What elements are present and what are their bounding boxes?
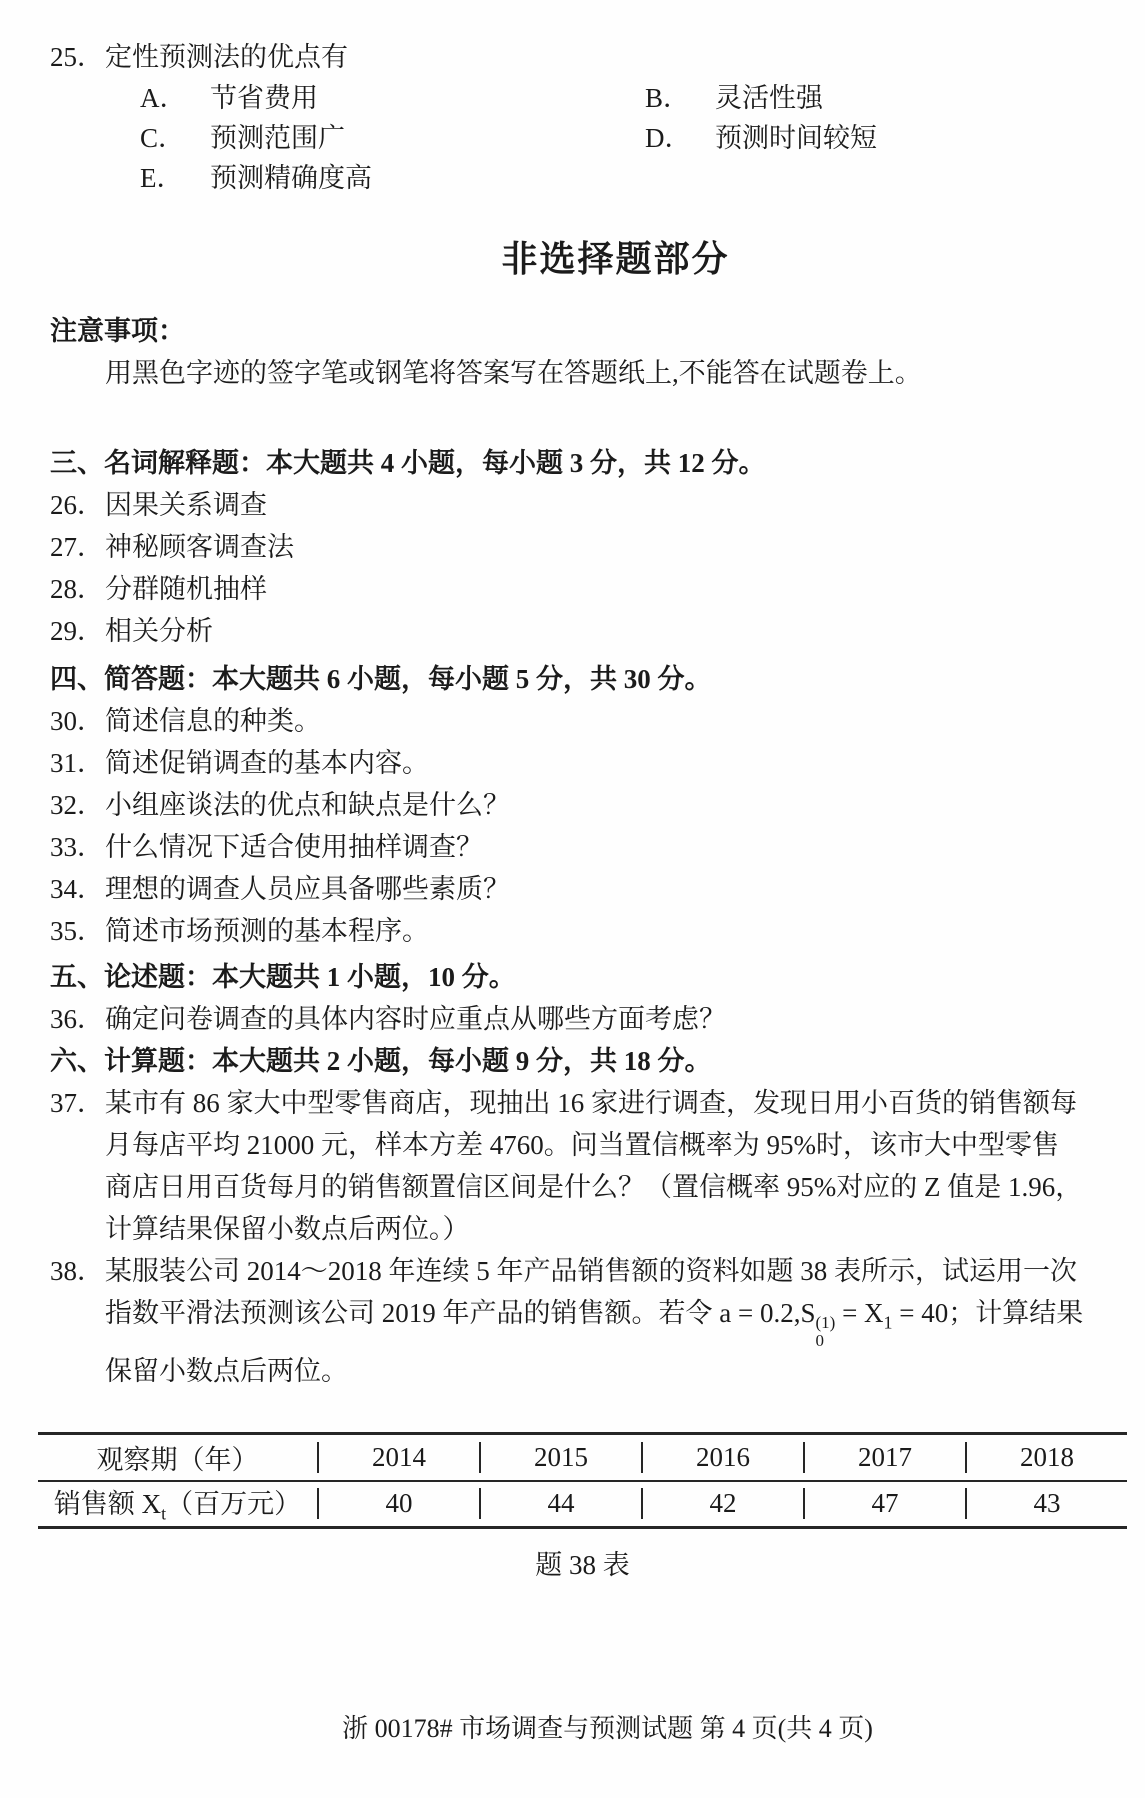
question-37-line-2: 月每店平均 21000 元，样本方差 4760。问当置信概率为 95%时，该市大中型零售: [105, 1130, 1059, 1160]
table-header-cell-2016: 2016: [641, 1442, 803, 1473]
table-value-2017: 47: [803, 1488, 965, 1519]
question-27-number: 27．: [50, 532, 104, 562]
table-caption: 题 38 表: [535, 1549, 630, 1580]
table-header-cell-2014: 2014: [317, 1442, 479, 1473]
option-a-text: 节省费用: [210, 83, 318, 113]
question-32-text: 小组座谈法的优点和缺点是什么？: [105, 790, 510, 820]
question-38-formula-post: = 40；计算结果: [892, 1298, 1084, 1328]
page-footer: 浙 00178# 市场调查与预测试题 第 4 页(共 4 页): [342, 1714, 873, 1743]
question-38-line-1: [0, 1250, 1145, 1292]
question-31-text: 简述促销调查的基本内容。: [105, 748, 429, 778]
question-25: [0, 36, 1145, 78]
table-header-row: [38, 1435, 1127, 1480]
question-34-number: 34．: [50, 874, 104, 904]
question-35-number: 35．: [50, 916, 104, 946]
formula-subscript: 0: [815, 1330, 824, 1350]
notice-title: 注意事项：: [50, 316, 185, 346]
question-25-options-row-3: [0, 158, 1145, 198]
notice-body: 用黑色字迹的签字笔或钢笔将答案写在答题纸上,不能答在试题卷上。: [105, 358, 922, 388]
option-e-label: E．: [140, 163, 184, 193]
option-d-label: D．: [645, 123, 692, 153]
question-36-text: 确定问卷调查的具体内容时应重点从哪些方面考虑？: [105, 1004, 726, 1034]
question-33: [0, 826, 1145, 868]
nonchoice-section-heading: 非选择题部分: [501, 239, 730, 279]
question-37-line-1: [0, 1082, 1145, 1124]
question-31-number: 31．: [50, 748, 104, 778]
row-label-post: （百万元）: [166, 1489, 302, 1520]
question-25-text: 定性预测法的优点有: [105, 42, 348, 72]
table-data-row: [38, 1480, 1127, 1526]
table-header-cell-2018: 2018: [965, 1442, 1127, 1473]
option-e-text: 预测精确度高: [210, 163, 372, 193]
table-header-cell-2017: 2017: [803, 1442, 965, 1473]
question-37-number: 37．: [50, 1088, 104, 1118]
section-4-heading: 四、简答题：本大题共 6 小题，每小题 5 分，共 30 分。: [50, 664, 712, 694]
question-38-line-3: 保留小数点后两位。: [105, 1355, 348, 1386]
question-26: [0, 484, 1145, 526]
option-c-text: 预测范围广: [210, 123, 345, 153]
option-e: [140, 158, 372, 198]
question-37-line-3: 商店日用百货每月的销售额置信区间是什么？（置信概率 95%对应的 Z 值是 1.96，: [105, 1172, 1083, 1202]
row-label-subscript: t: [161, 1503, 167, 1524]
question-36-number: 36．: [50, 1004, 104, 1034]
question-32: [0, 784, 1145, 826]
question-25-options-row-2: [0, 118, 1145, 158]
question-28-text: 分群随机抽样: [105, 574, 267, 604]
x-subscript: 1: [883, 1312, 893, 1333]
question-31: [0, 742, 1145, 784]
section-3-heading: 三、名词解释题：本大题共 4 小题，每小题 3 分，共 12 分。: [50, 448, 766, 478]
table-caption-wrap: [38, 1543, 1127, 1582]
question-30: [0, 700, 1145, 742]
option-a-label: A．: [140, 83, 187, 113]
section-6-heading: 六、计算题：本大题共 2 小题，每小题 9 分，共 18 分。: [50, 1046, 712, 1076]
option-b-text: 灵活性强: [715, 83, 823, 113]
question-29-number: 29．: [50, 616, 104, 646]
option-c-label: C．: [140, 123, 186, 153]
question-35-text: 简述市场预测的基本程序。: [105, 916, 429, 946]
question-37-text-1: 某市有 86 家大中型零售商店，现抽出 16 家进行调查，发现日用小百货的销售额每: [105, 1088, 1077, 1118]
option-d-text: 预测时间较短: [715, 123, 877, 153]
table-header-cell-2015: 2015: [479, 1442, 641, 1473]
table-value-2016: 42: [641, 1488, 803, 1519]
question-27-text: 神秘顾客调查法: [105, 532, 294, 562]
table-row-label: [38, 1482, 317, 1524]
question-38-text-1: 某服装公司 2014～2018 年连续 5 年产品销售额的资料如题 38 表所示，试运用一次: [105, 1256, 1077, 1286]
table-value-2018: 43: [965, 1488, 1127, 1519]
question-33-number: 33．: [50, 832, 104, 862]
question-34: [0, 868, 1145, 910]
table-header-cell-label: 观察期（年）: [96, 1444, 259, 1475]
question-35: [0, 910, 1145, 952]
question-34-text: 理想的调查人员应具备哪些素质？: [105, 874, 510, 904]
question-38-number: 38．: [50, 1256, 104, 1286]
question-38-formula-pre: 指数平滑法预测该公司 2019 年产品的销售额。若令 a = 0.2,S: [105, 1298, 816, 1328]
option-b-label: B．: [645, 83, 691, 113]
smoothing-initial-symbol: [815, 1314, 835, 1350]
question-25-options-row-1: [0, 78, 1145, 118]
question-33-text: 什么情况下适合使用抽样调查？: [105, 832, 483, 862]
option-b: [645, 78, 823, 118]
question-37-line-4: 计算结果保留小数点后两位。）: [105, 1214, 470, 1244]
question-26-number: 26．: [50, 490, 104, 520]
question-28: [0, 568, 1145, 610]
question-28-number: 28．: [50, 574, 104, 604]
question-36: [0, 998, 1145, 1040]
row-label-pre: 销售额 X: [53, 1489, 162, 1520]
question-30-number: 30．: [50, 706, 104, 736]
question-30-text: 简述信息的种类。: [105, 706, 321, 736]
question-38-line-2: [0, 1292, 1145, 1350]
option-d: [645, 118, 877, 158]
question-25-number: 25．: [50, 42, 104, 72]
section-heading-wrap: [0, 234, 1145, 284]
table-value-2015: 44: [479, 1488, 641, 1519]
table-38: [38, 1432, 1127, 1529]
question-27: [0, 526, 1145, 568]
table-value-2014: 40: [317, 1488, 479, 1519]
formula-superscript: (1): [815, 1313, 836, 1332]
question-29: [0, 610, 1145, 652]
question-26-text: 因果关系调查: [105, 490, 267, 520]
option-a: [140, 78, 318, 118]
option-c: [140, 118, 345, 158]
page-footer-wrap: [0, 1708, 1145, 1745]
question-32-number: 32．: [50, 790, 104, 820]
section-5-heading: 五、论述题：本大题共 1 小题，10 分。: [50, 962, 516, 992]
question-38-formula-mid: = X: [835, 1298, 884, 1328]
question-29-text: 相关分析: [105, 616, 213, 646]
